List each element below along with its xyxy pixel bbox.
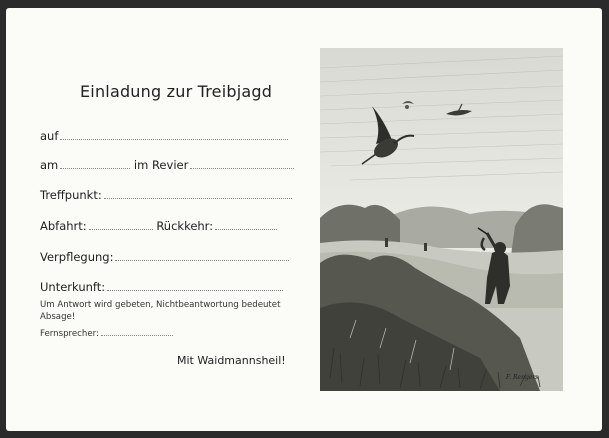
field-auf-label: auf [40, 129, 59, 143]
field-abfahrt-label: Abfahrt: [40, 219, 87, 233]
hunting-illustration [320, 48, 563, 391]
beater-figure [424, 243, 427, 251]
field-auf-line[interactable] [60, 130, 288, 140]
field-abfahrt-line[interactable] [89, 220, 153, 230]
field-treffpunkt [40, 188, 292, 202]
field-verpflegung [40, 250, 289, 264]
field-rueckkehr-line[interactable] [215, 220, 277, 230]
field-unterkunft [40, 280, 283, 294]
field-unterkunft-line[interactable] [107, 281, 283, 291]
artist-signature: F. Rengers [506, 374, 539, 381]
field-verpflegung-label: Verpflegung: [40, 250, 114, 264]
field-am [40, 158, 294, 172]
field-treffpunkt-label: Treffpunkt: [40, 188, 102, 202]
reply-notice-line1: Um Antwort wird gebeten, Nichtbeantwortung bedeutet [40, 300, 281, 310]
hunting-scene [320, 48, 563, 391]
field-abfahrt [40, 219, 277, 233]
beater-figure [385, 238, 388, 247]
phone-field [40, 328, 173, 341]
field-am-line[interactable] [60, 159, 130, 169]
field-am-label: am [40, 158, 59, 172]
reply-notice [40, 300, 280, 323]
phone-line[interactable] [101, 328, 173, 336]
closing-greeting: Mit Waidmannsheil! [177, 354, 286, 367]
field-auf [40, 129, 288, 143]
field-verpflegung-line[interactable] [115, 251, 289, 261]
phone-label: Fernsprecher: [40, 329, 99, 339]
field-revier-line[interactable] [190, 159, 294, 169]
reply-notice-line2: Absage! [40, 311, 76, 322]
invitation-title: Einladung zur Treibjagd [80, 82, 273, 101]
field-rueckkehr-label: Rückkehr: [156, 219, 214, 233]
field-revier-label: im Revier [133, 158, 189, 172]
field-unterkunft-label: Unterkunft: [40, 280, 106, 294]
field-treffpunkt-line[interactable] [104, 189, 292, 199]
